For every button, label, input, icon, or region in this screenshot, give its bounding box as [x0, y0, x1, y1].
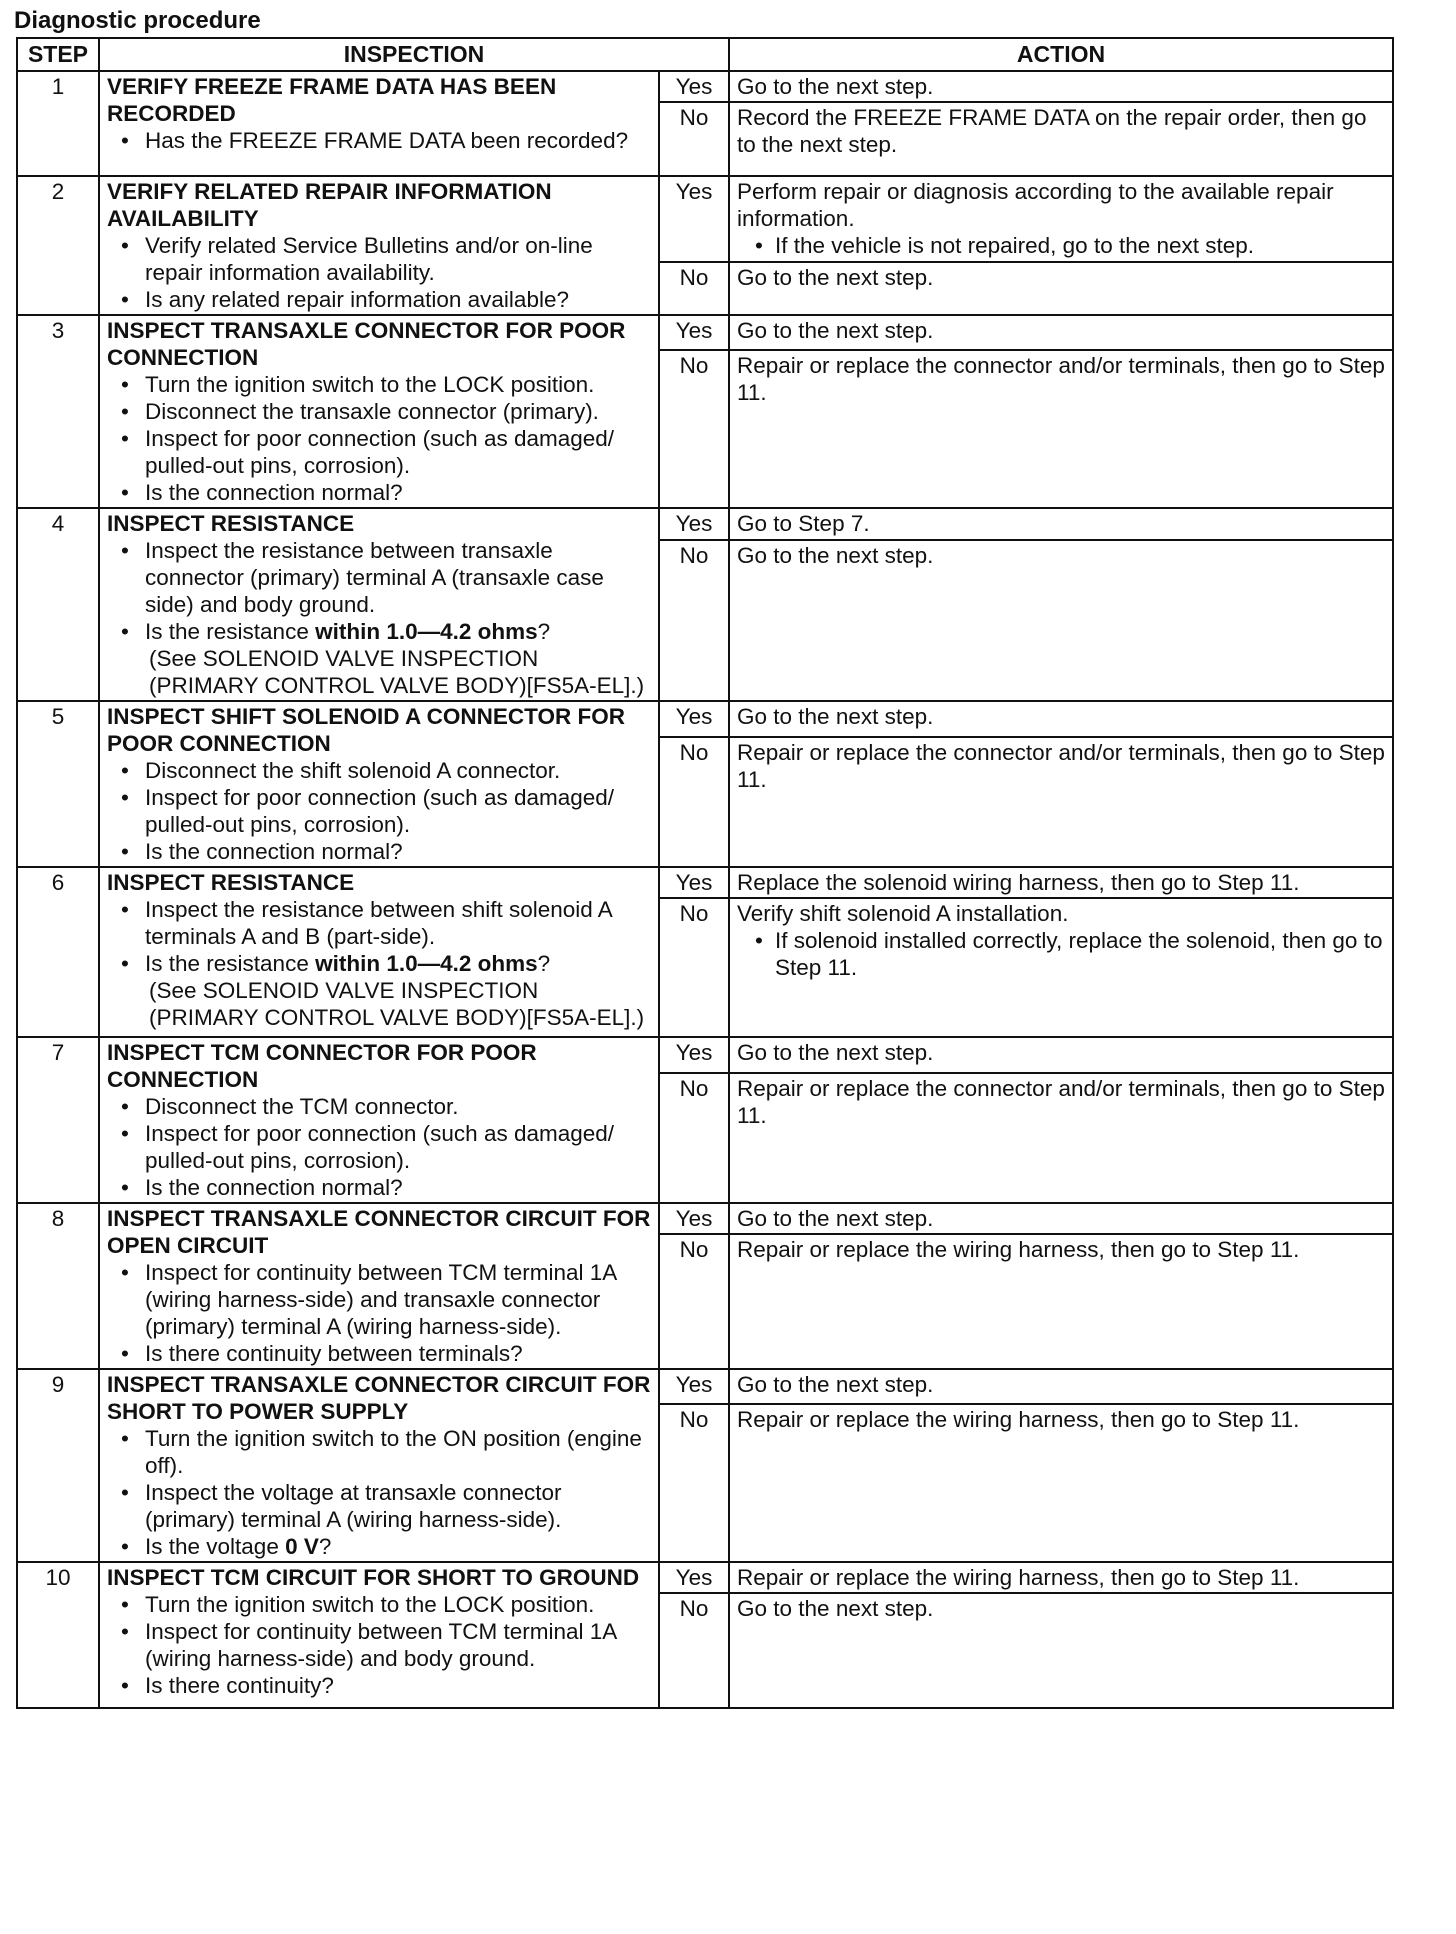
inspection-question	[145, 618, 651, 645]
table-row	[17, 1203, 1393, 1234]
yes-action-text: Go to the next step.	[737, 1206, 934, 1231]
no-action	[729, 350, 1393, 508]
inspection-title: INSPECT SHIFT SOLENOID A CONNECTOR FOR POOR CONNECTION	[107, 704, 625, 756]
inspection-bullets	[107, 1591, 651, 1699]
inspection-bullets	[107, 1425, 651, 1560]
table-row	[17, 1369, 1393, 1404]
no-label: No	[659, 737, 729, 867]
yes-label: Yes	[659, 1037, 729, 1073]
inspection-bullet: • Turn the ignition switch to the LOCK position.	[145, 371, 651, 398]
inspection-question	[145, 1533, 651, 1560]
no-action	[729, 102, 1393, 176]
inspection-cell	[99, 176, 659, 315]
inspection-cell	[99, 1037, 659, 1203]
yes-action-text: Go to the next step.	[737, 1372, 934, 1397]
inspection-bullet: • Inspect for poor connection (such as damaged/ pulled-out pins, corrosion).	[145, 1120, 651, 1174]
header-step: STEP	[17, 38, 99, 71]
yes-action-text: Go to the next step.	[737, 704, 934, 729]
step-number: 10	[17, 1562, 99, 1708]
table-row	[17, 176, 1393, 262]
inspection-bullets	[107, 371, 651, 506]
inspection-bullet: • Inspect for continuity between TCM terminal 1A (wiring harness-side) and body ground.	[145, 1618, 651, 1672]
inspection-bullet: • Inspect for poor connection (such as damaged/ pulled-out pins, corrosion).	[145, 425, 651, 479]
no-label: No	[659, 350, 729, 508]
no-action-text: Repair or replace the connector and/or terminals, then go to Step 11.	[737, 739, 1385, 792]
question-end: ?	[537, 951, 551, 976]
inspection-bullet: • Turn the ignition switch to the LOCK position.	[145, 1591, 651, 1618]
question-text: Is the resistance	[145, 619, 316, 644]
no-action	[729, 1234, 1393, 1369]
no-action-text: Verify shift solenoid A installation.	[737, 901, 1069, 926]
yes-label: Yes	[659, 176, 729, 262]
no-action-text: Go to the next step.	[737, 265, 934, 291]
yes-action-text: Go to the next step.	[737, 318, 934, 343]
inspection-cell	[99, 508, 659, 701]
yes-action	[729, 71, 1393, 102]
inspection-bullets	[107, 232, 651, 313]
table-body	[17, 71, 1393, 1708]
step-number: 7	[17, 1037, 99, 1203]
step-number: 4	[17, 508, 99, 701]
yes-action	[729, 315, 1393, 350]
header-action: ACTION	[729, 38, 1393, 71]
no-label: No	[659, 1593, 729, 1708]
question-text: Is the resistance	[145, 951, 316, 976]
yes-action-bullet: • If the vehicle is not repaired, go to the next step.	[775, 232, 1385, 259]
no-action	[729, 262, 1393, 315]
yes-label: Yes	[659, 1562, 729, 1593]
yes-action	[729, 1369, 1393, 1404]
question-end: ?	[537, 619, 551, 644]
no-label: No	[659, 898, 729, 1037]
step-number: 8	[17, 1203, 99, 1369]
no-label: No	[659, 1234, 729, 1369]
no-action	[729, 1073, 1393, 1203]
inspection-title: INSPECT TRANSAXLE CONNECTOR FOR POOR CONNECTION	[107, 318, 626, 370]
yes-label: Yes	[659, 867, 729, 898]
yes-action	[729, 1562, 1393, 1593]
no-action-text: Repair or replace the connector and/or terminals, then go to Step 11.	[737, 353, 1385, 406]
step-number: 5	[17, 701, 99, 867]
question-end: ?	[318, 1534, 332, 1559]
inspection-title: INSPECT TRANSAXLE CONNECTOR CIRCUIT FOR OPEN CIRCUIT	[107, 1206, 651, 1258]
inspection-bullet: • Is any related repair information available?	[145, 286, 651, 313]
yes-action	[729, 508, 1393, 540]
reference-note: (See SOLENOID VALVE INSPECTION (PRIMARY CONTROL VALVE BODY)[FS5A-EL].)	[149, 646, 645, 698]
inspection-cell	[99, 867, 659, 1037]
inspection-bullet: • Disconnect the TCM connector.	[145, 1093, 651, 1120]
inspection-title: INSPECT TCM CONNECTOR FOR POOR CONNECTION	[107, 1040, 537, 1092]
yes-action	[729, 867, 1393, 898]
table-row	[17, 1562, 1393, 1593]
no-action	[729, 1404, 1393, 1562]
inspection-cell	[99, 1369, 659, 1562]
yes-label: Yes	[659, 71, 729, 102]
table-row	[17, 508, 1393, 540]
inspection-cell	[99, 71, 659, 176]
no-action-text: Go to the next step.	[737, 1596, 934, 1621]
inspection-cell	[99, 1203, 659, 1369]
inspection-bullet: • Inspect for poor connection (such as damaged/ pulled-out pins, corrosion).	[145, 784, 651, 838]
no-action-text: Repair or replace the connector and/or terminals, then go to Step 11.	[737, 1075, 1385, 1128]
inspection-bullet: • Is there continuity between terminals?	[145, 1340, 651, 1367]
inspection-bullet: • Is the connection normal?	[145, 838, 651, 865]
inspection-bullet: • Is the connection normal?	[145, 1174, 651, 1201]
no-action	[729, 1593, 1393, 1708]
no-label: No	[659, 540, 729, 701]
yes-label: Yes	[659, 315, 729, 350]
question-criterion: within 1.0—4.2 ohms	[315, 619, 538, 644]
inspection-bullet: • Inspect the voltage at transaxle connector (primary) terminal A (wiring harness-side).	[145, 1479, 651, 1533]
no-label: No	[659, 1404, 729, 1562]
no-action	[729, 540, 1393, 701]
no-label: No	[659, 102, 729, 176]
no-label: No	[659, 1073, 729, 1203]
inspection-title: VERIFY RELATED REPAIR INFORMATION AVAILABILITY	[107, 179, 552, 231]
yes-action-text: Go to the next step.	[737, 74, 934, 99]
inspection-cell	[99, 315, 659, 508]
step-number: 1	[17, 71, 99, 176]
inspection-bullet: • Disconnect the transaxle connector (primary).	[145, 398, 651, 425]
step-number: 3	[17, 315, 99, 508]
table-row	[17, 867, 1393, 898]
inspection-bullet: • Inspect the resistance between transaxle connector (primary) terminal A (transaxle case side) and body ground.	[145, 537, 651, 618]
inspection-bullets	[107, 1093, 651, 1201]
question-text: Is the voltage	[145, 1534, 286, 1559]
no-action	[729, 898, 1393, 1037]
inspection-bullets	[107, 537, 651, 645]
yes-action-text: Replace the solenoid wiring harness, then go to Step 11.	[737, 870, 1300, 895]
inspection-bullet: • Verify related Service Bulletins and/or on-line repair information availability.	[145, 232, 651, 286]
yes-label: Yes	[659, 1203, 729, 1234]
inspection-bullet: • Disconnect the shift solenoid A connector.	[145, 757, 651, 784]
inspection-cell	[99, 701, 659, 867]
no-label: No	[659, 262, 729, 315]
inspection-title: INSPECT TCM CIRCUIT FOR SHORT TO GROUND	[107, 1565, 640, 1590]
inspection-bullet: • Inspect for continuity between TCM terminal 1A (wiring harness-side) and transaxle connector (primary) terminal A (wiring harness-side).	[145, 1259, 651, 1340]
yes-label: Yes	[659, 1369, 729, 1404]
inspection-bullet: • Is there continuity?	[145, 1672, 651, 1699]
header-inspection: INSPECTION	[99, 38, 729, 71]
inspection-cell	[99, 1562, 659, 1708]
step-number: 2	[17, 176, 99, 315]
no-action-bullet: • If solenoid installed correctly, replace the solenoid, then go to Step 11.	[775, 927, 1385, 981]
page-title: Diagnostic procedure	[14, 7, 261, 34]
no-action-text: Repair or replace the wiring harness, then go to Step 11.	[737, 1406, 1300, 1432]
yes-label: Yes	[659, 508, 729, 540]
yes-action-text: Repair or replace the wiring harness, then go to Step 11.	[737, 1565, 1300, 1590]
no-action	[729, 737, 1393, 867]
question-criterion: within 1.0—4.2 ohms	[315, 951, 538, 976]
yes-action-text: Go to Step 7.	[737, 511, 870, 536]
table-row	[17, 315, 1393, 350]
no-action-text: Go to the next step.	[737, 542, 934, 568]
table-header-row	[17, 38, 1393, 71]
table-row	[17, 71, 1393, 102]
inspection-title: INSPECT TRANSAXLE CONNECTOR CIRCUIT FOR SHORT TO POWER SUPPLY	[107, 1372, 651, 1424]
yes-label: Yes	[659, 701, 729, 737]
no-action-bullets	[737, 927, 1385, 981]
diagnostic-table	[16, 37, 1394, 1709]
reference-note: (See SOLENOID VALVE INSPECTION (PRIMARY CONTROL VALVE BODY)[FS5A-EL].)	[149, 978, 645, 1030]
inspection-bullet: • Is the connection normal?	[145, 479, 651, 506]
yes-action	[729, 1037, 1393, 1073]
yes-action	[729, 1203, 1393, 1234]
table-row	[17, 1037, 1393, 1073]
question-criterion: 0 V	[285, 1534, 319, 1559]
no-action-text: Repair or replace the wiring harness, then go to Step 11.	[737, 1237, 1300, 1262]
inspection-question	[145, 950, 651, 977]
no-action-text: Record the FREEZE FRAME DATA on the repair order, then go to the next step.	[737, 105, 1367, 157]
yes-action-text: Perform repair or diagnosis according to the available repair information.	[737, 179, 1334, 231]
inspection-title: VERIFY FREEZE FRAME DATA HAS BEEN RECORDED	[107, 74, 557, 126]
table-row	[17, 701, 1393, 737]
yes-action	[729, 176, 1393, 262]
inspection-bullets	[107, 896, 651, 977]
yes-action-bullets	[737, 232, 1385, 259]
inspection-bullet: • Inspect the resistance between shift solenoid A terminals A and B (part-side).	[145, 896, 651, 950]
inspection-bullet: • Turn the ignition switch to the ON position (engine off).	[145, 1425, 651, 1479]
inspection-bullet: • Has the FREEZE FRAME DATA been recorded?	[145, 127, 651, 154]
inspection-title: INSPECT RESISTANCE	[107, 870, 355, 895]
yes-action	[729, 701, 1393, 737]
inspection-title: INSPECT RESISTANCE	[107, 511, 355, 536]
inspection-bullets	[107, 127, 651, 154]
step-number: 6	[17, 867, 99, 1037]
step-number: 9	[17, 1369, 99, 1562]
inspection-bullets	[107, 1259, 651, 1367]
yes-action-text: Go to the next step.	[737, 1040, 934, 1065]
inspection-bullets	[107, 757, 651, 865]
